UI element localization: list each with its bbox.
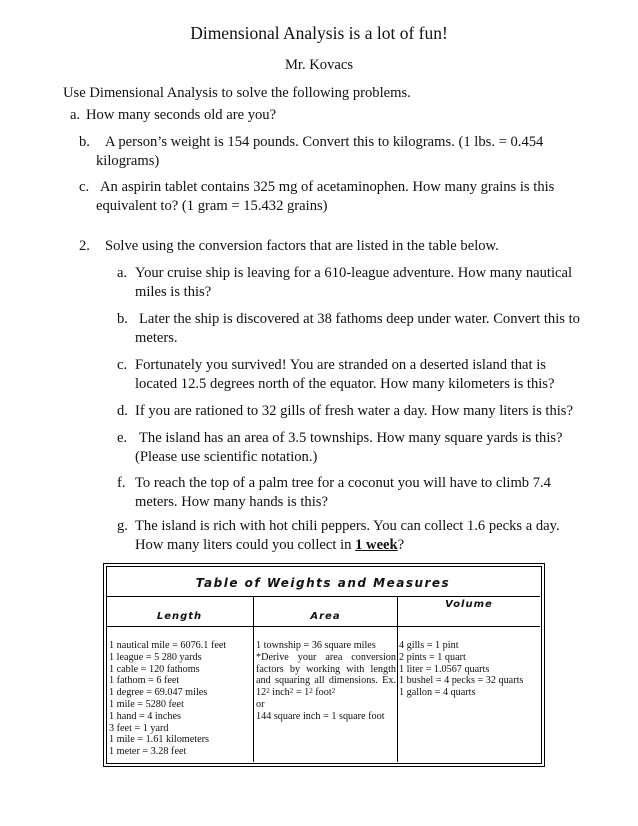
problem-text: An aspirin tablet contains 325 mg of acetaminophen. How many grains is this (100, 179, 555, 195)
problem-marker: a. (70, 107, 81, 123)
problem-text: kilograms) (96, 153, 160, 169)
conversion-row: 3 feet = 1 yard (109, 722, 169, 734)
problem-text-end: ? (397, 537, 405, 553)
author: Mr. Kovacs (284, 57, 354, 73)
problem-text: A person’s weight is 154 pounds. Convert this to kilograms. (1 lbs. = 0.454 (105, 134, 544, 150)
section-heading: Solve using the conversion factors that are listed in the table below. (105, 238, 499, 254)
conversion-row: 1 gallon = 4 quarts (399, 687, 476, 699)
conversion-row: 1 cable = 120 fathoms (109, 663, 200, 675)
problem-text: miles is this? (135, 284, 212, 300)
emphasis-text: 1 week (355, 537, 398, 553)
problem-text: The island is rich with hot chili peppers. You can collect 1.6 pecks a day. (135, 518, 560, 534)
problem-text: Fortunately you survived! You are stranded on a deserted island that is (135, 357, 546, 373)
problem-text: Your cruise ship is leaving for a 610-league adventure. How many nautical (135, 265, 573, 281)
problem-text (135, 536, 404, 555)
problem-marker: d. (117, 403, 128, 419)
conversion-row: 1 mile = 5280 feet (109, 698, 184, 710)
conversion-note: *Derive your area conversion (256, 651, 396, 663)
length-column (109, 640, 226, 758)
conversion-row: 1 hand = 4 inches (109, 710, 181, 722)
problem-text: (Please use scientific notation.) (135, 449, 318, 465)
conversion-row: or (256, 698, 265, 710)
problem-marker: e. (117, 430, 128, 446)
problem-marker: c. (117, 357, 128, 373)
conversion-row: 1 bushel = 4 pecks = 32 quarts (399, 675, 524, 687)
problem-text: meters. (135, 330, 178, 346)
problem-marker: c. (79, 179, 90, 195)
problem-text: If you are rationed to 32 gills of fresh water a day. How many liters is this? (135, 403, 573, 419)
problem-marker: a. (117, 265, 128, 281)
table-divider (397, 596, 398, 762)
instructions: Use Dimensional Analysis to solve the following problems. (63, 85, 411, 101)
conversion-row: 1 league = 5 280 yards (109, 651, 202, 663)
problem-text: The island has an area of 3.5 townships. How many square yards is this? (139, 430, 563, 446)
conversion-example: $12^2$ inch$^2$ = $1^2$ foot$^2$ (256, 687, 336, 699)
problem-marker: b. (117, 311, 128, 327)
volume-column (399, 640, 523, 699)
conversion-row: 144 square inch = 1 square foot (256, 710, 385, 722)
problem-marker: g. (117, 518, 128, 534)
section-number: 2. (79, 238, 90, 254)
problem-text: located 12.5 degrees north of the equator. How many kilometers is this? (135, 376, 555, 392)
problem-text: To reach the top of a palm tree for a coconut you will have to climb 7.4 (135, 475, 551, 491)
area-column (256, 640, 396, 723)
column-header-area: Area (310, 611, 341, 622)
conversion-row: 1 mile = 1.61 kilometers (109, 734, 209, 746)
problem-marker: f. (117, 475, 126, 491)
table-divider (106, 596, 540, 597)
table-divider (106, 626, 540, 627)
problem-text: equivalent to? (1 gram = 15.432 grains) (96, 198, 328, 214)
conversion-row: 1 nautical mile = 6076.1 feet (109, 640, 227, 651)
problem-text-start: How many liters could you collect in (135, 537, 356, 553)
conversion-row: 1 meter = 3.28 feet (109, 746, 187, 758)
problem-text: Later the ship is discovered at 38 fathoms deep under water. Convert this to (139, 311, 580, 327)
conversion-note: and squaring all dimensions. Ex. (256, 675, 396, 687)
problem-text: How many seconds old are you? (86, 107, 277, 123)
column-header-volume: Volume (445, 599, 493, 610)
problem-marker: b. (79, 134, 90, 150)
problem-text: meters. How many hands is this? (135, 494, 328, 510)
conversion-row: 1 degree = 69.047 miles (109, 687, 208, 699)
conversion-row: 1 township = 36 square miles (256, 640, 376, 651)
page-title: Dimensional Analysis is a lot of fun! (190, 23, 448, 43)
conversion-row: 2 pints = 1 quart (399, 651, 466, 663)
conversion-row: 1 liter = 1.0567 quarts (399, 663, 490, 675)
conversion-row: 4 gills = 1 pint (399, 640, 459, 651)
column-header-length: Length (156, 611, 203, 622)
conversion-note: factors by working with length (256, 663, 396, 675)
conversion-row: 1 fathom = 6 feet (109, 675, 180, 687)
table-title: Table of Weights and Measures (195, 576, 451, 590)
